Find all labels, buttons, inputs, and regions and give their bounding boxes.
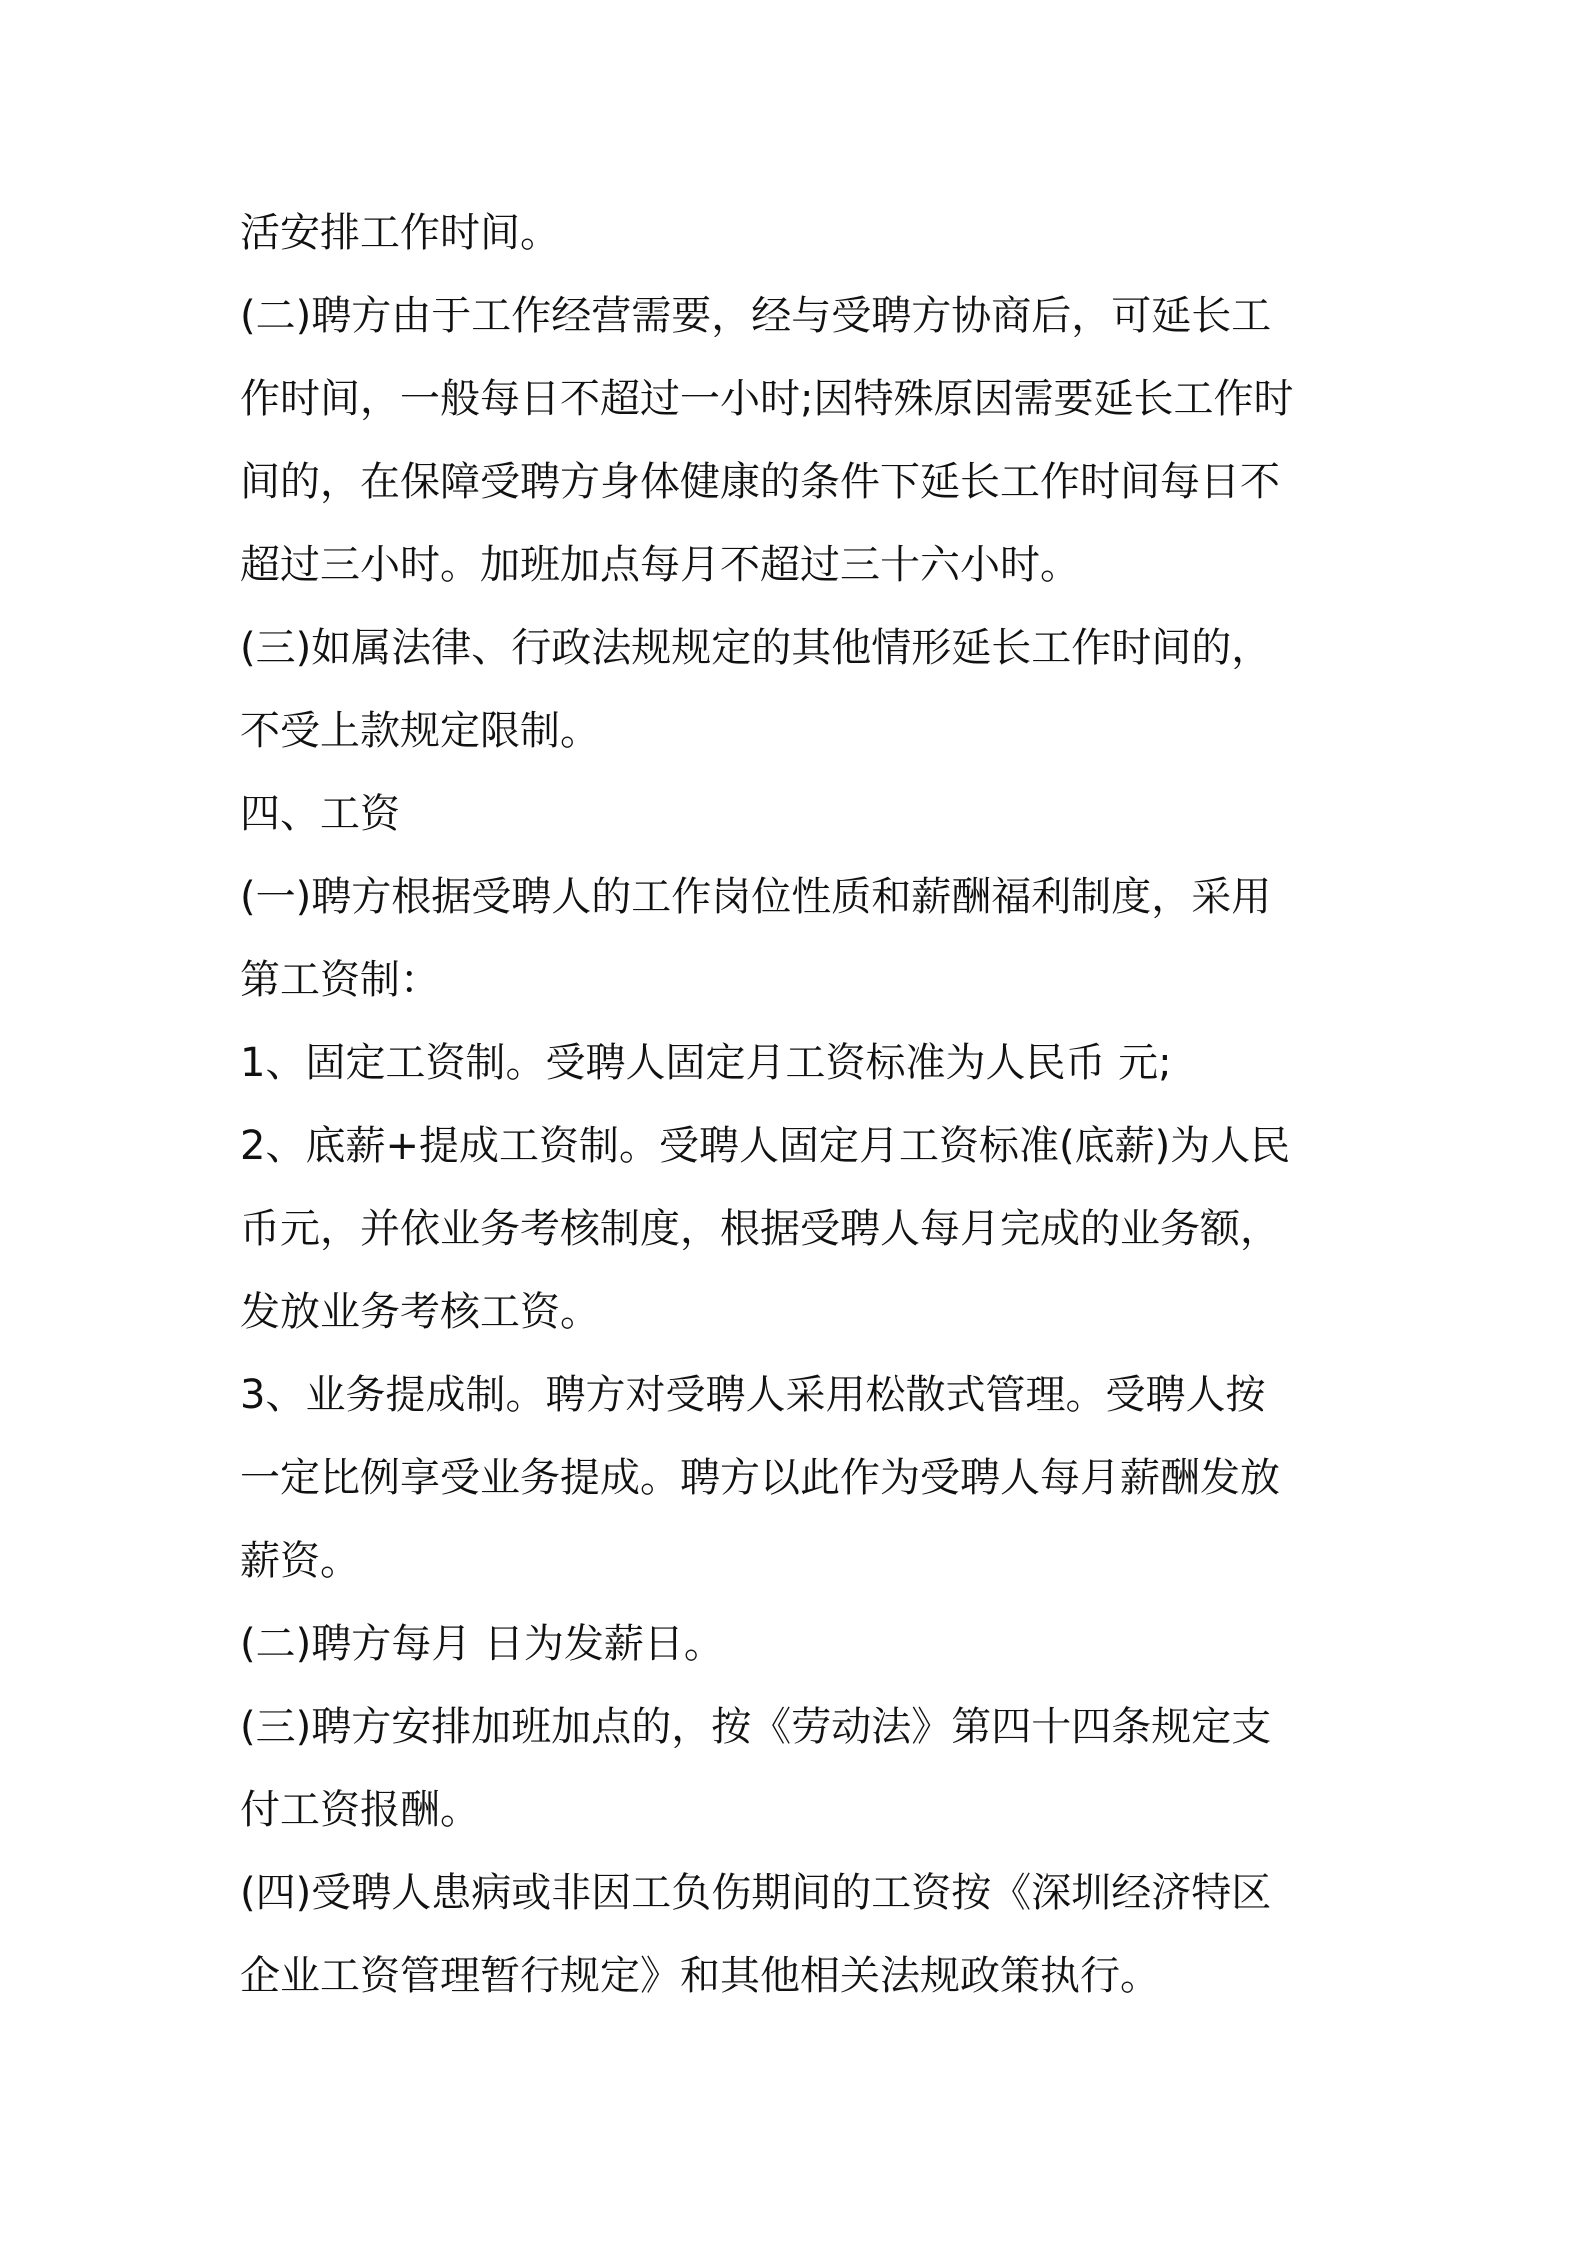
text-line: 付工资报酬。 xyxy=(240,1787,480,1833)
list-item-fixed-wage xyxy=(240,1022,1360,1105)
list-item-base-plus-commission xyxy=(240,1105,1360,1354)
document-body xyxy=(240,192,1360,2018)
section-heading-wages xyxy=(240,773,1360,856)
paragraph-overtime-pay xyxy=(240,1686,1360,1852)
text-line: 企业工资管理暂行规定》和其他相关法规政策执行。 xyxy=(240,1953,1160,1999)
text-line: 活安排工作时间。 xyxy=(240,210,560,256)
text-line: (四)受聘人患病或非因工负伤期间的工资按《深圳经济特区 xyxy=(240,1870,1272,1916)
text-line: (三)聘方安排加班加点的，按《劳动法》第四十四条规定支 xyxy=(240,1704,1272,1750)
text-line: (二)聘方由于工作经营需要，经与受聘方协商后，可延长工 xyxy=(240,293,1272,339)
list-item-commission xyxy=(240,1354,1360,1603)
text-line: 第工资制： xyxy=(240,957,440,1003)
text-line: 薪资。 xyxy=(240,1538,360,1584)
paragraph-sick-leave-pay xyxy=(240,1852,1360,2018)
text-line: 1、固定工资制。受聘人固定月工资标准为人民币 元; xyxy=(240,1040,1172,1086)
text-line: 3、业务提成制。聘方对受聘人采用松散式管理。受聘人按 xyxy=(240,1372,1266,1418)
paragraph-work-time-end xyxy=(240,192,1360,275)
text-line: 不受上款规定限制。 xyxy=(240,708,600,754)
text-line: (二)聘方每月 日为发薪日。 xyxy=(240,1621,724,1667)
text-line: 超过三小时。加班加点每月不超过三十六小时。 xyxy=(240,542,1080,588)
paragraph-legal-exception xyxy=(240,607,1360,773)
text-line: (三)如属法律、行政法规规定的其他情形延长工作时间的， xyxy=(240,625,1272,671)
text-line: 间的，在保障受聘方身体健康的条件下延长工作时间每日不 xyxy=(240,459,1280,505)
paragraph-wage-system xyxy=(240,856,1360,1022)
paragraph-overtime-extension xyxy=(240,275,1360,607)
text-line: 四、工资 xyxy=(240,791,400,837)
text-line: 2、底薪+提成工资制。受聘人固定月工资标准(底薪)为人民 xyxy=(240,1123,1291,1169)
text-line: 发放业务考核工资。 xyxy=(240,1289,600,1335)
text-line: (一)聘方根据受聘人的工作岗位性质和薪酬福利制度，采用 xyxy=(240,874,1272,920)
text-line: 币元，并依业务考核制度，根据受聘人每月完成的业务额， xyxy=(240,1206,1280,1252)
paragraph-payday xyxy=(240,1603,1360,1686)
text-line: 作时间，一般每日不超过一小时;因特殊原因需要延长工作时 xyxy=(240,376,1294,422)
text-line: 一定比例享受业务提成。聘方以此作为受聘人每月薪酬发放 xyxy=(240,1455,1280,1501)
